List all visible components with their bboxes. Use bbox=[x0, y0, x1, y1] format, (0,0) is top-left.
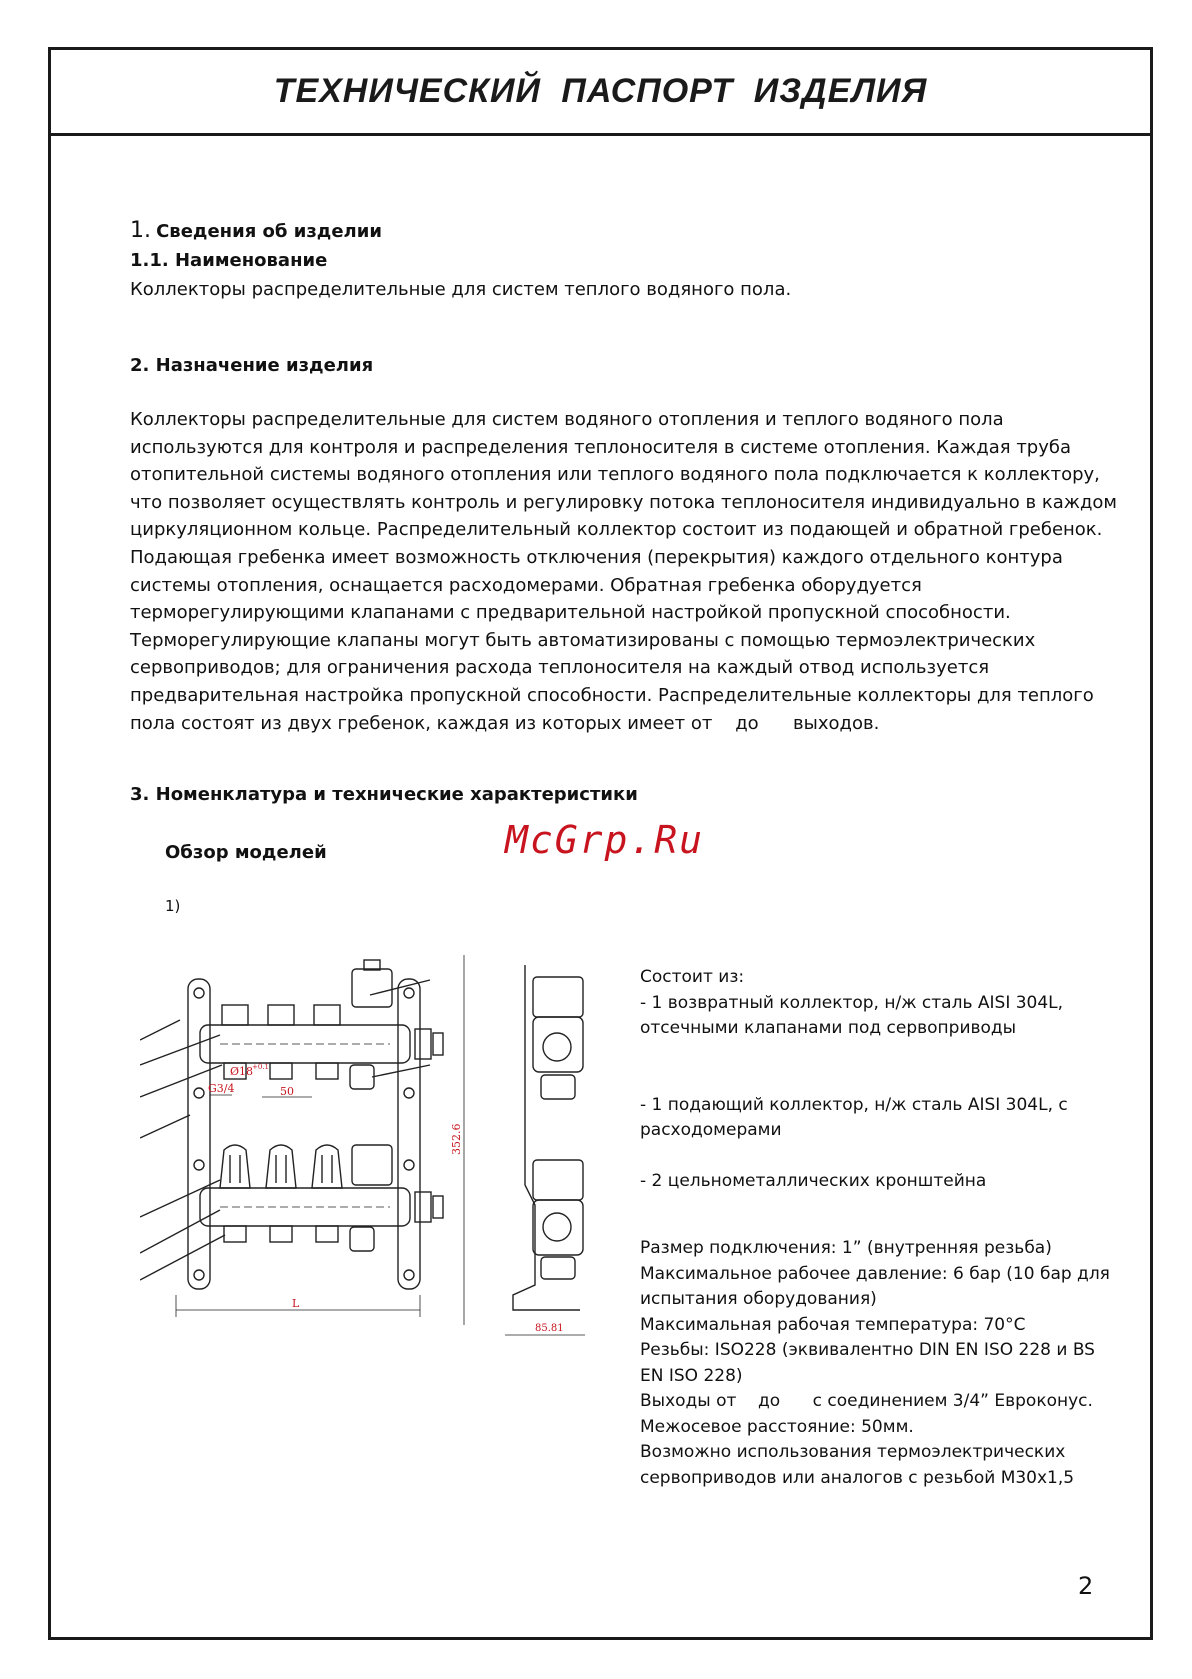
section1-title: Сведения об изделии bbox=[156, 221, 382, 242]
spec-center-distance: Межосевое расстояние: 50мм. bbox=[640, 1416, 914, 1437]
spec-max-pressure: Максимальное рабочее давление: 6 бар (10 бар для испытания оборудования) bbox=[640, 1263, 1110, 1309]
section2-line: отопительной системы водяного отопления или теплого водяного пола подключается к коллектору, bbox=[130, 464, 1100, 486]
models-overview-heading: Обзор моделей bbox=[165, 842, 327, 863]
section2-line: Терморегулирующие клапаны могут быть автоматизированы с помощью термоэлектрических bbox=[130, 629, 1036, 651]
spec-outlets: Выходы от до с соединением 3/4” Евроконус. bbox=[640, 1391, 1093, 1411]
section2-line: Подающая гребенка имеет возможность отключения (перекрытия) каждого отдельного контура bbox=[130, 546, 1063, 568]
spec-consists-of: Состоит из: bbox=[640, 967, 745, 987]
section1-text: Коллекторы распределительные для систем теплого водяного пола. bbox=[130, 279, 792, 300]
section3-heading: 3. Номенклатура и технические характеристики bbox=[130, 784, 638, 805]
section2-paragraph bbox=[130, 406, 1130, 737]
section1-heading bbox=[130, 218, 382, 243]
dim-depth-label: 85.81 bbox=[535, 1323, 564, 1334]
section2-line: сервоприводов; для ограничения расхода теплоносителя на каждый отвод используется bbox=[130, 657, 990, 679]
dim-tolerance-label: +0.1 bbox=[252, 1063, 269, 1071]
section2-line: используются для контроля и распределения теплоносителя в системе отопления. Каждая труба bbox=[130, 436, 1072, 458]
section1-subheading: 1.1. Наименование bbox=[130, 250, 328, 271]
spec-list bbox=[640, 965, 1110, 1491]
section1-number: 1. bbox=[130, 218, 151, 243]
spec-item-supply: - 1 подающий коллектор, н/ж сталь AISI 304L, с расходомерами bbox=[640, 1094, 1068, 1140]
section2-line: Коллекторы распределительные для систем водяного отопления и теплого водяного пола bbox=[130, 409, 1004, 430]
section2-line: пола состоят из двух гребенок, каждая из которых имеет от до выходов. bbox=[130, 712, 880, 734]
section2-line: системы отопления, оснащается расходомерами. Обратная гребенка оборудуется bbox=[130, 574, 922, 596]
spec-servo-drives: Возможно использования термоэлектрических сервоприводов или аналогов с резьбой М30х1,5 bbox=[640, 1442, 1075, 1488]
section2-line: циркуляционном кольце. Распределительный коллектор состоит из подающей и обратной гребенок. bbox=[130, 519, 1103, 541]
spec-item-return: - 1 возвратный коллектор, н/ж сталь AISI 304L, отсечными клапанами под сервоприводы bbox=[640, 992, 1064, 1038]
page-title: ТЕХНИЧЕСКИЙ ПАСПОРТ ИЗДЕЛИЯ bbox=[273, 72, 928, 110]
section2-line: терморегулирующими клапанами с предварительной настройкой пропускной способности. bbox=[130, 602, 1011, 624]
section2-heading: 2. Назначение изделия bbox=[130, 355, 374, 376]
spec-connection-size: Размер подключения: 1” (внутренняя резьба) bbox=[640, 1238, 1052, 1258]
dim-height-label: 352.6 bbox=[450, 1123, 463, 1155]
dim-pitch-label: 50 bbox=[280, 1085, 294, 1098]
dim-pipe-label: G3/4 bbox=[208, 1082, 235, 1095]
watermark: McGrp.Ru bbox=[505, 818, 705, 862]
dim-length-label: L bbox=[292, 1297, 300, 1310]
spec-threads: Резьбы: ISO228 (эквивалентно DIN EN ISO 228 и BS EN ISO 228) bbox=[640, 1340, 1095, 1386]
dim-diameter-label: Ø18 bbox=[230, 1065, 254, 1078]
spec-item-brackets: - 2 цельнометаллических кронштейна bbox=[640, 1170, 987, 1191]
manifold-side-view bbox=[505, 965, 595, 1345]
section2-line: предварительная настройка пропускной способности. Распределительные коллекторы для теплого bbox=[130, 684, 1094, 706]
section2-line: что позволяет осуществлять контроль и регулировку потока теплоносителя индивидуально в каждом bbox=[130, 491, 1117, 513]
spec-max-temperature: Максимальная рабочая температура: 70°С bbox=[640, 1314, 1026, 1335]
model-item-label: 1) bbox=[165, 897, 181, 915]
title-bar bbox=[51, 50, 1150, 136]
page-number: 2 bbox=[1078, 1572, 1094, 1600]
